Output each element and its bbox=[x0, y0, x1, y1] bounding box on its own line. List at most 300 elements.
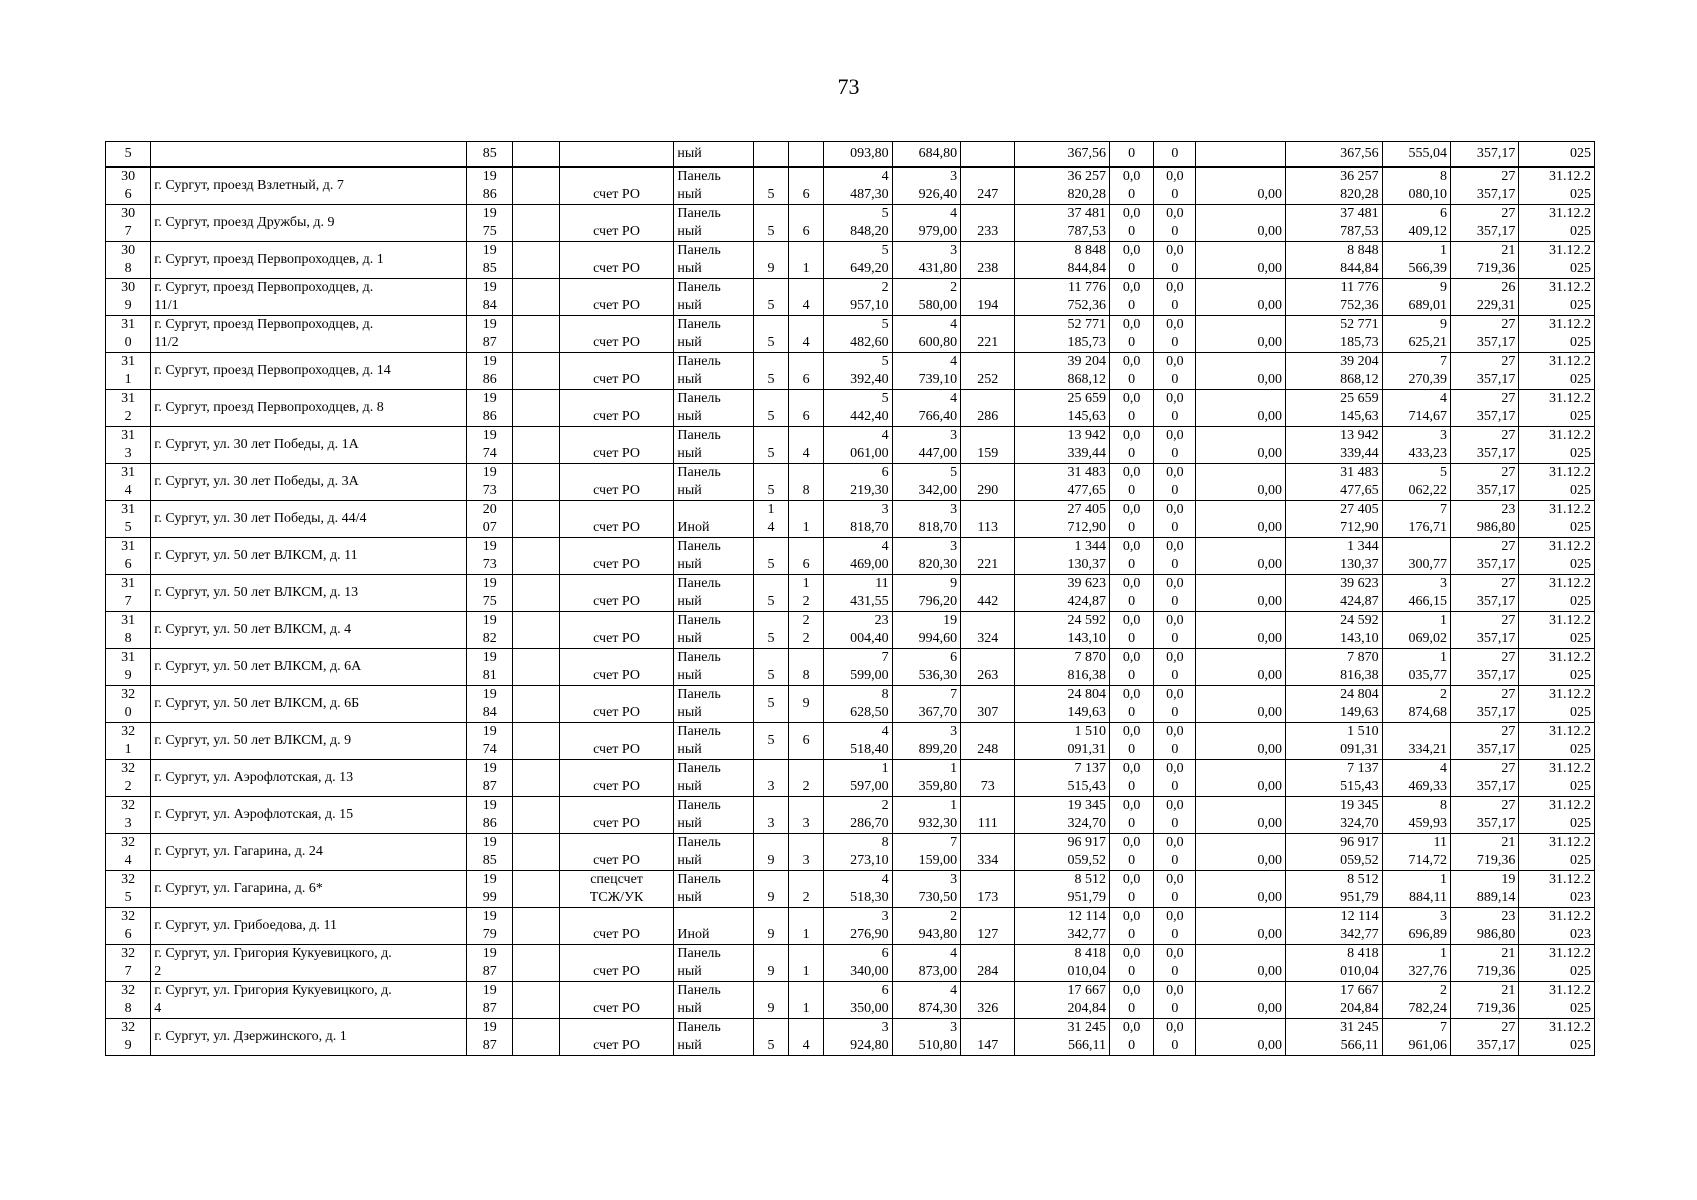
cell-line: 9 bbox=[767, 890, 775, 905]
cell-line: 025 bbox=[1570, 1001, 1591, 1016]
cell-line: 3 bbox=[950, 872, 958, 887]
cell-material bbox=[674, 686, 753, 723]
cell-line: 0 bbox=[1128, 1038, 1136, 1053]
cell-line: 0 bbox=[1171, 816, 1179, 831]
cell-line: 0 bbox=[1128, 372, 1136, 387]
cell-cost bbox=[1015, 1019, 1110, 1056]
cell-zero-b bbox=[1154, 464, 1196, 501]
cell-line bbox=[757, 464, 785, 482]
cell-floors bbox=[753, 167, 788, 205]
cell-line bbox=[757, 797, 785, 815]
cell-floors bbox=[753, 538, 788, 575]
cell-zero-sum bbox=[1196, 908, 1286, 945]
cell-zero-b bbox=[1154, 686, 1196, 723]
cell-line: 1 bbox=[1440, 650, 1447, 665]
cell-line: 1 344 bbox=[1074, 539, 1106, 554]
cell-line: 0 bbox=[1171, 1001, 1179, 1016]
cell-line: г. Сургут, ул. 50 лет ВЛКСМ, д. 4 bbox=[154, 622, 352, 637]
cell-material bbox=[674, 279, 753, 316]
cell-line: счет РО bbox=[593, 594, 640, 609]
cell-line bbox=[1199, 205, 1282, 223]
cell-line: 31 bbox=[121, 391, 136, 406]
cell-line: 8 bbox=[124, 261, 132, 276]
cell-line: 5 bbox=[950, 465, 958, 480]
cell-entrances bbox=[789, 908, 824, 945]
cell-line: 518,30 bbox=[850, 890, 889, 905]
cell-line bbox=[964, 612, 1011, 630]
cell-area-living bbox=[892, 871, 960, 908]
cell-line bbox=[757, 316, 785, 334]
cell-limit bbox=[1451, 1019, 1519, 1056]
cell-zero-sum bbox=[1196, 723, 1286, 760]
cell-total bbox=[1286, 797, 1383, 834]
cell-zero-sum bbox=[1196, 1019, 1286, 1056]
cell-deadline bbox=[1519, 686, 1595, 723]
cell-line: 300,77 bbox=[1408, 557, 1447, 572]
cell-line: 31.12.2 bbox=[1549, 761, 1591, 776]
cell-cost bbox=[1015, 279, 1110, 316]
cell-line: г. Сургут, ул. 30 лет Победы, д. 1А bbox=[154, 437, 359, 452]
cell-line: ный bbox=[677, 594, 702, 609]
cell-line bbox=[792, 501, 820, 519]
cell-line: 31 bbox=[121, 465, 136, 480]
cell-line: 31 bbox=[121, 354, 136, 369]
cell-col4 bbox=[513, 797, 559, 834]
cell-address bbox=[151, 464, 467, 501]
cell-per-sqm bbox=[1382, 538, 1450, 575]
cell-line: 0,0 bbox=[1122, 835, 1141, 850]
cell-line bbox=[792, 538, 820, 556]
cell-zero-b bbox=[1154, 390, 1196, 427]
cell-num bbox=[106, 279, 151, 316]
cell-line: 4 bbox=[802, 298, 810, 313]
cell-line: 149,63 bbox=[1340, 705, 1379, 720]
cell-line bbox=[792, 945, 820, 963]
cell-line: 233 bbox=[977, 224, 999, 239]
cell-line: 31.12.2 bbox=[1549, 798, 1591, 813]
cell-num: 5 bbox=[106, 142, 151, 168]
cell-floors bbox=[753, 279, 788, 316]
cell-line: 515,43 bbox=[1067, 779, 1106, 794]
cell-line: 21 bbox=[1501, 835, 1516, 850]
cell-line: 752,36 bbox=[1067, 298, 1106, 313]
cell-line: 025 bbox=[1570, 557, 1591, 572]
cell-deadline bbox=[1519, 279, 1595, 316]
cell-deadline bbox=[1519, 538, 1595, 575]
cell-line: 11 bbox=[1433, 835, 1447, 850]
cell-material bbox=[674, 612, 753, 649]
cell-line: 873,00 bbox=[918, 964, 958, 979]
table-row bbox=[106, 723, 1595, 760]
cell-year bbox=[467, 612, 513, 649]
cell-line: 0,0 bbox=[1166, 650, 1184, 665]
cell-line: 6 bbox=[802, 187, 810, 202]
cell-fund bbox=[559, 279, 674, 316]
cell-zero-b: 0 bbox=[1154, 142, 1196, 168]
cell-material: ный bbox=[674, 142, 753, 168]
cell-zero-sum bbox=[1196, 167, 1286, 205]
cell-line: 409,12 bbox=[1408, 224, 1447, 239]
cell-line: Панель bbox=[677, 613, 721, 628]
cell-line: 3 bbox=[950, 502, 958, 517]
cell-line: 080,10 bbox=[1408, 187, 1447, 202]
cell-line: 19 bbox=[482, 243, 497, 258]
cell-per-sqm bbox=[1382, 612, 1450, 649]
cell-line: 986,80 bbox=[1476, 520, 1516, 535]
cell-deadline bbox=[1519, 167, 1595, 205]
cell-line: 31.12.2 bbox=[1549, 502, 1591, 517]
cell-line: 0,00 bbox=[1257, 1001, 1283, 1016]
cell-line: 145,63 bbox=[1067, 409, 1106, 424]
cell-floors bbox=[753, 834, 788, 871]
cell-zero-b bbox=[1154, 908, 1196, 945]
table-row bbox=[106, 797, 1595, 834]
cell-area-total bbox=[824, 353, 892, 390]
cell-line: 4 bbox=[950, 391, 958, 406]
cell-line: 6 bbox=[1440, 206, 1447, 221]
cell-line: 7 bbox=[950, 687, 958, 702]
cell-line: 7 bbox=[124, 964, 132, 979]
cell-line: 9 bbox=[767, 964, 775, 979]
cell-limit bbox=[1451, 982, 1519, 1019]
cell-line: 74 bbox=[482, 742, 497, 757]
cell-line: 874,30 bbox=[918, 1001, 958, 1016]
cell-limit bbox=[1451, 501, 1519, 538]
cell-line: 0 bbox=[1171, 964, 1179, 979]
cell-line: 339,44 bbox=[1067, 446, 1106, 461]
cell-material bbox=[674, 945, 753, 982]
cell-line: 31 483 bbox=[1067, 465, 1106, 480]
cell-line: 0 bbox=[1171, 372, 1179, 387]
cell-line: Панель bbox=[677, 391, 721, 406]
cell-line: 0 bbox=[1128, 816, 1136, 831]
cell-deadline bbox=[1519, 464, 1595, 501]
cell-line: 4 bbox=[881, 169, 889, 184]
cell-entrances bbox=[789, 945, 824, 982]
cell-line: 12 114 bbox=[1067, 909, 1106, 924]
cell-line: 229,31 bbox=[1476, 298, 1516, 313]
cell-line: 431,55 bbox=[850, 594, 889, 609]
cell-line bbox=[1199, 908, 1282, 926]
cell-line: 73 bbox=[980, 779, 995, 794]
cell-line bbox=[964, 686, 1011, 704]
cell-line: 5 bbox=[767, 733, 775, 748]
cell-line: 86 bbox=[482, 816, 497, 831]
cell-line bbox=[563, 649, 671, 667]
table-row bbox=[106, 205, 1595, 242]
cell-line: 4 bbox=[950, 354, 958, 369]
cell-area-living bbox=[892, 242, 960, 279]
cell-address bbox=[151, 142, 467, 168]
cell-line: 25 659 bbox=[1067, 391, 1106, 406]
cell-col4 bbox=[513, 538, 559, 575]
cell-num bbox=[106, 316, 151, 353]
cell-zero-a bbox=[1109, 1019, 1153, 1056]
cell-line: 350,00 bbox=[850, 1001, 889, 1016]
cell-floors bbox=[753, 760, 788, 797]
cell-line: 32 bbox=[121, 1020, 136, 1035]
cell-deadline: 025 bbox=[1519, 142, 1595, 168]
cell-total bbox=[1286, 316, 1383, 353]
cell-line: 221 bbox=[977, 335, 999, 350]
cell-line: 0 bbox=[1128, 409, 1136, 424]
cell-line: 19 bbox=[482, 687, 497, 702]
cell-line: 324,70 bbox=[1067, 816, 1106, 831]
cell-line bbox=[563, 538, 671, 556]
cell-line: Панель bbox=[677, 280, 721, 295]
cell-line: 7 bbox=[950, 835, 958, 850]
cell-zero-b bbox=[1154, 316, 1196, 353]
cell-num bbox=[106, 575, 151, 612]
cell-line bbox=[757, 871, 785, 889]
cell-line bbox=[563, 612, 671, 630]
cell-line: 2 bbox=[154, 964, 162, 979]
cell-line: 31 bbox=[121, 539, 136, 554]
cell-col4 bbox=[513, 723, 559, 760]
cell-fund bbox=[559, 871, 674, 908]
cell-line bbox=[757, 205, 785, 223]
cell-col4 bbox=[513, 649, 559, 686]
cell-line: 0 bbox=[1171, 853, 1179, 868]
cell-line: 130,37 bbox=[1340, 557, 1379, 572]
cell-line: 844,84 bbox=[1340, 261, 1379, 276]
cell-area-living bbox=[892, 427, 960, 464]
cell-per-sqm bbox=[1382, 649, 1450, 686]
cell-line: 9 bbox=[767, 1001, 775, 1016]
cell-material bbox=[674, 501, 753, 538]
cell-address bbox=[151, 242, 467, 279]
cell-line: 173 bbox=[977, 890, 999, 905]
cell-zero-a bbox=[1109, 242, 1153, 279]
cell-line bbox=[964, 316, 1011, 334]
cell-line: 27 bbox=[1501, 650, 1516, 665]
cell-num bbox=[106, 723, 151, 760]
cell-num bbox=[106, 612, 151, 649]
cell-line: счет РО bbox=[593, 224, 640, 239]
cell-line: 0,0 bbox=[1122, 169, 1141, 184]
cell-line: Панель bbox=[677, 206, 721, 221]
cell-col4 bbox=[513, 167, 559, 205]
cell-line: 0 bbox=[1128, 557, 1136, 572]
cell-line bbox=[516, 427, 555, 445]
cell-line: 719,36 bbox=[1476, 853, 1516, 868]
cell-line: 0,0 bbox=[1122, 946, 1141, 961]
cell-line: 4 bbox=[802, 1038, 810, 1053]
cell-line: счет РО bbox=[593, 187, 640, 202]
cell-line: 270,39 bbox=[1408, 372, 1447, 387]
cell-line: 8 bbox=[802, 668, 810, 683]
cell-line: 0,0 bbox=[1166, 206, 1184, 221]
cell-line: 1 bbox=[950, 761, 958, 776]
cell-deadline bbox=[1519, 575, 1595, 612]
cell-line: 5 bbox=[124, 520, 132, 535]
cell-deadline bbox=[1519, 501, 1595, 538]
cell-limit bbox=[1451, 242, 1519, 279]
cell-line: 5 bbox=[767, 224, 775, 239]
table-row bbox=[106, 982, 1595, 1019]
cell-line: ТСЖ/УК bbox=[589, 890, 644, 905]
cell-line: 0,0 bbox=[1166, 687, 1184, 702]
cell-line bbox=[516, 242, 555, 260]
cell-cost bbox=[1015, 945, 1110, 982]
cell-line: 357,17 bbox=[1476, 335, 1516, 350]
cell-line: 510,80 bbox=[918, 1038, 958, 1053]
cell-line: 482,60 bbox=[850, 335, 889, 350]
cell-per-sqm bbox=[1382, 871, 1450, 908]
cell-line: 6 bbox=[881, 946, 889, 961]
cell-fund bbox=[559, 649, 674, 686]
cell-line: 025 bbox=[1570, 742, 1591, 757]
cell-address bbox=[151, 797, 467, 834]
cell-zero-b bbox=[1154, 612, 1196, 649]
cell-fund bbox=[559, 390, 674, 427]
cell-floors bbox=[753, 797, 788, 834]
cell-line: 0 bbox=[1128, 187, 1136, 202]
cell-zero-sum bbox=[1196, 390, 1286, 427]
cell-line: 194 bbox=[977, 298, 999, 313]
cell-line: 342,00 bbox=[918, 483, 958, 498]
cell-line: 96 917 bbox=[1067, 835, 1106, 850]
cell-line: ный bbox=[677, 779, 702, 794]
cell-line: 0,00 bbox=[1257, 964, 1283, 979]
cell-line: 2 bbox=[881, 280, 889, 295]
cell-line: 0 bbox=[1128, 520, 1136, 535]
cell-area-total bbox=[824, 760, 892, 797]
cell-line: 39 623 bbox=[1340, 576, 1379, 591]
cell-material bbox=[674, 649, 753, 686]
cell-per-sqm bbox=[1382, 686, 1450, 723]
cell-line bbox=[757, 1019, 785, 1037]
cell-line: ный bbox=[677, 409, 702, 424]
cell-line: 3 bbox=[1440, 428, 1447, 443]
cell-line: 442,40 bbox=[850, 409, 889, 424]
cell-per-sqm: 555,04 bbox=[1382, 142, 1450, 168]
cell-line: 0,00 bbox=[1257, 1038, 1283, 1053]
cell-line: 2 bbox=[802, 613, 810, 628]
cell-line: 3 bbox=[767, 779, 775, 794]
cell-zero-sum bbox=[1196, 760, 1286, 797]
cell-line: 0,00 bbox=[1257, 261, 1283, 276]
cell-col4 bbox=[513, 353, 559, 390]
cell-residents bbox=[961, 353, 1015, 390]
cell-line: 566,11 bbox=[1067, 1038, 1106, 1053]
cell-address bbox=[151, 612, 467, 649]
cell-line: счет РО bbox=[593, 853, 640, 868]
cell-year bbox=[467, 908, 513, 945]
cell-line bbox=[964, 575, 1011, 593]
cell-line: 0,00 bbox=[1257, 298, 1283, 313]
cell-line bbox=[964, 982, 1011, 1000]
cell-fund bbox=[559, 464, 674, 501]
cell-line bbox=[757, 834, 785, 852]
cell-line: г. Сургут, ул. 50 лет ВЛКСМ, д. 6Б bbox=[154, 696, 360, 711]
cell-line: 9 bbox=[767, 927, 775, 942]
cell-line: 19 bbox=[482, 798, 497, 813]
cell-col4 bbox=[513, 908, 559, 945]
cell-line: 327,76 bbox=[1408, 964, 1447, 979]
cell-line: 0 bbox=[1171, 668, 1179, 683]
cell-line: 6 bbox=[881, 983, 889, 998]
cell-per-sqm bbox=[1382, 167, 1450, 205]
table-row bbox=[106, 279, 1595, 316]
cell-line: 025 bbox=[1570, 853, 1591, 868]
cell-line: 5 bbox=[767, 187, 775, 202]
cell-line: 7 bbox=[1440, 1020, 1447, 1035]
cell-cost bbox=[1015, 760, 1110, 797]
cell-line: ный bbox=[677, 557, 702, 572]
cell-area-living bbox=[892, 390, 960, 427]
cell-deadline bbox=[1519, 316, 1595, 353]
cell-line: 334 bbox=[977, 853, 999, 868]
cell-line: 730,50 bbox=[918, 890, 958, 905]
cell-cost bbox=[1015, 167, 1110, 205]
cell-line: 87 bbox=[482, 779, 497, 794]
table-row bbox=[106, 908, 1595, 945]
cell-line: 0,0 bbox=[1122, 539, 1141, 554]
cell-line: 816,38 bbox=[1340, 668, 1379, 683]
cell-year bbox=[467, 760, 513, 797]
cell-line: ный bbox=[677, 853, 702, 868]
cell-line bbox=[1199, 427, 1282, 445]
cell-per-sqm bbox=[1382, 723, 1450, 760]
cell-line: 9 bbox=[124, 668, 132, 683]
cell-residents bbox=[961, 427, 1015, 464]
cell-line: 0 bbox=[1171, 335, 1179, 350]
cell-entrances bbox=[789, 205, 824, 242]
cell-line: 111 bbox=[977, 816, 998, 831]
cell-line bbox=[964, 242, 1011, 260]
cell-line: 19 bbox=[482, 724, 497, 739]
cell-area-total bbox=[824, 501, 892, 538]
cell-line: 87 bbox=[482, 335, 497, 350]
cell-line: 1 bbox=[802, 964, 810, 979]
cell-line: 0,0 bbox=[1122, 502, 1141, 517]
cell-line: 0,0 bbox=[1166, 169, 1184, 184]
cell-line: 0,00 bbox=[1257, 853, 1283, 868]
cell-residents bbox=[961, 686, 1015, 723]
cell-num bbox=[106, 501, 151, 538]
cell-line: 0,0 bbox=[1122, 243, 1141, 258]
cell-line: 0 bbox=[1128, 335, 1136, 350]
cell-line: Панель bbox=[677, 354, 721, 369]
cell-cost bbox=[1015, 612, 1110, 649]
cell-line: 0 bbox=[1171, 594, 1179, 609]
cell-line: 31 bbox=[121, 428, 136, 443]
table-row bbox=[106, 649, 1595, 686]
cell-line: 649,20 bbox=[850, 261, 889, 276]
cell-zero-sum bbox=[1196, 834, 1286, 871]
cell-line: 19 bbox=[482, 835, 497, 850]
cell-fund bbox=[559, 760, 674, 797]
cell-line: 27 405 bbox=[1340, 502, 1379, 517]
cell-line: 6 bbox=[802, 733, 810, 748]
cell-line: 27 bbox=[1501, 354, 1516, 369]
cell-entrances bbox=[789, 279, 824, 316]
cell-num bbox=[106, 242, 151, 279]
cell-line: 5 bbox=[767, 1038, 775, 1053]
cell-line: 0,0 bbox=[1122, 428, 1141, 443]
cell-line: 719,36 bbox=[1476, 964, 1516, 979]
cell-line: 2 bbox=[950, 280, 958, 295]
cell-line: 31.12.2 bbox=[1549, 465, 1591, 480]
cell-line: г. Сургут, проезд Дружбы, д. 9 bbox=[154, 215, 335, 230]
cell-zero-sum bbox=[1196, 575, 1286, 612]
cell-line: 0,0 bbox=[1166, 946, 1184, 961]
cell-area-total bbox=[824, 612, 892, 649]
cell-line: 357,17 bbox=[1476, 409, 1516, 424]
cell-line bbox=[563, 797, 671, 815]
cell-line: 023 bbox=[1570, 927, 1591, 942]
